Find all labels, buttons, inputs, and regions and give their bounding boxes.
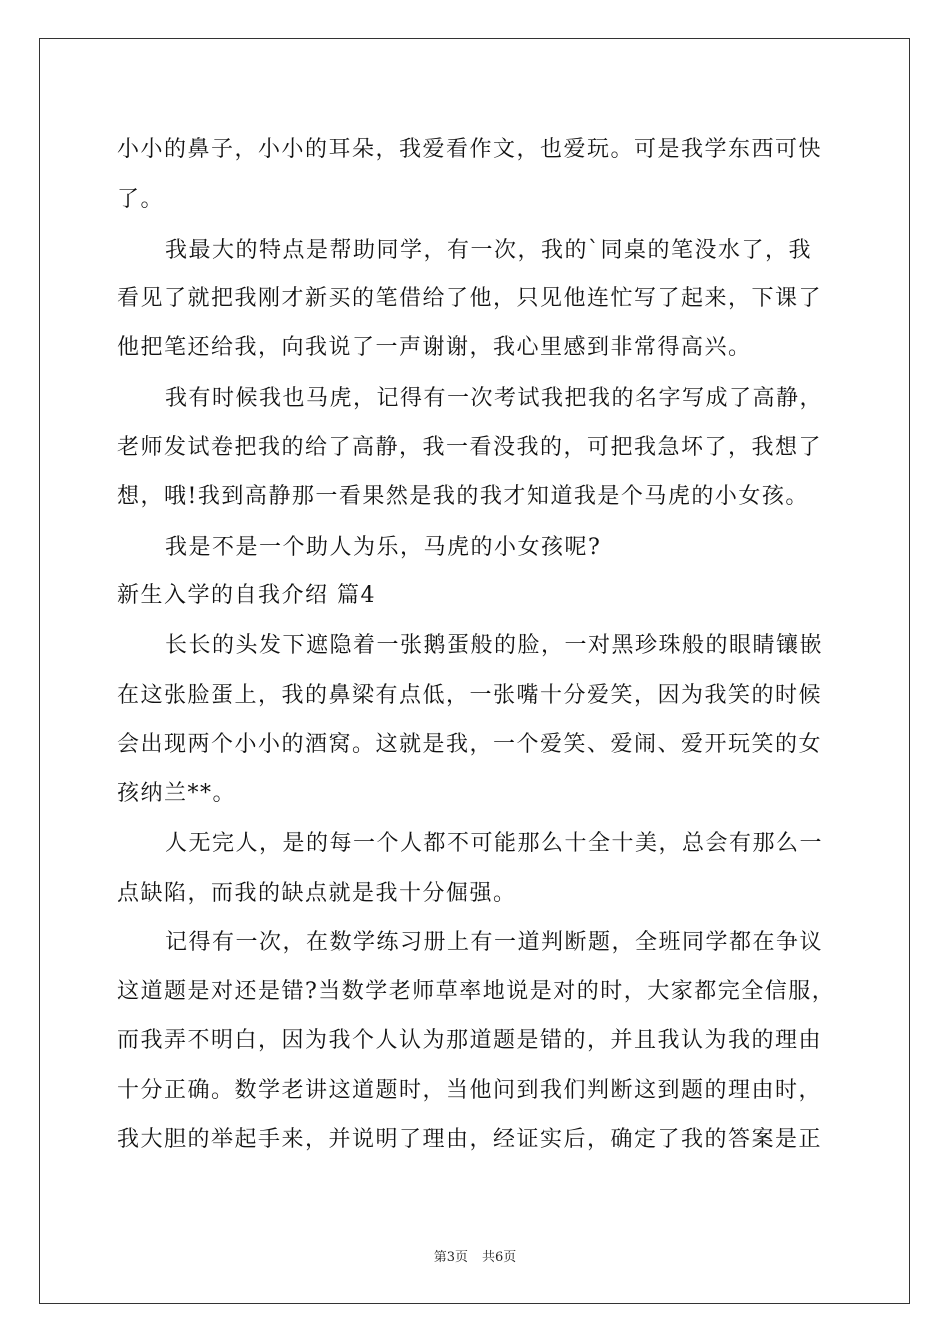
section-heading: 新生入学的自我介绍 篇4	[117, 583, 376, 608]
text-line: 了。	[117, 187, 165, 212]
text-line: 我是不是一个助人为乐，马虎的小女孩呢?	[165, 535, 602, 560]
text-line: 我有时候我也马虎，记得有一次考试我把我的名字写成了高静，	[165, 386, 824, 411]
text-line: 我最大的特点是帮助同学，有一次，我的`同桌的笔没水了，我	[165, 238, 813, 263]
text-line: 老师发试卷把我的给了高静，我一看没我的，可把我急坏了，我想了	[117, 435, 823, 460]
text-line: 在这张脸蛋上，我的鼻梁有点低，一张嘴十分爱笑，因为我笑的时候	[117, 683, 823, 708]
text-line: 看见了就把我刚才新买的笔借给了他，只见他连忙写了起来，下课了	[117, 286, 823, 311]
text-line: 我大胆的举起手来，并说明了理由，经证实后，确定了我的答案是正	[117, 1127, 823, 1152]
page-total: 共6页	[482, 1250, 517, 1265]
text-line: 记得有一次，在数学练习册上有一道判断题，全班同学都在争议	[165, 930, 824, 955]
text-line: 点缺陷，而我的缺点就是我十分倔强。	[117, 881, 517, 906]
page-border	[39, 38, 910, 1304]
text-line: 他把笔还给我，向我说了一声谢谢，我心里感到非常得高兴。	[117, 335, 752, 360]
text-line: 这道题是对还是错?当数学老师草率地说是对的时，大家都完全信服，	[117, 979, 836, 1004]
page-footer	[0, 1246, 950, 1265]
text-line: 长长的头发下遮隐着一张鹅蛋般的脸，一对黑珍珠般的眼睛镶嵌	[165, 633, 824, 658]
text-line: 而我弄不明白，因为我个人认为那道题是错的，并且我认为我的理由	[117, 1028, 823, 1053]
text-line: 孩纳兰**。	[117, 781, 237, 806]
text-line: 想，哦!我到高静那一看果然是我的我才知道我是个马虎的小女孩。	[117, 484, 809, 509]
text-line: 人无完人，是的每一个人都不可能那么十全十美，总会有那么一	[165, 831, 824, 856]
text-line: 小小的鼻子，小小的耳朵，我爱看作文，也爱玩。可是我学东西可快	[117, 137, 823, 162]
page-number: 第3页	[433, 1250, 468, 1265]
text-line: 会出现两个小小的酒窝。这就是我，一个爱笑、爱闹、爱开玩笑的女	[117, 732, 823, 757]
text-line: 十分正确。数学老讲这道题时，当他问到我们判断这到题的理由时，	[117, 1078, 823, 1103]
